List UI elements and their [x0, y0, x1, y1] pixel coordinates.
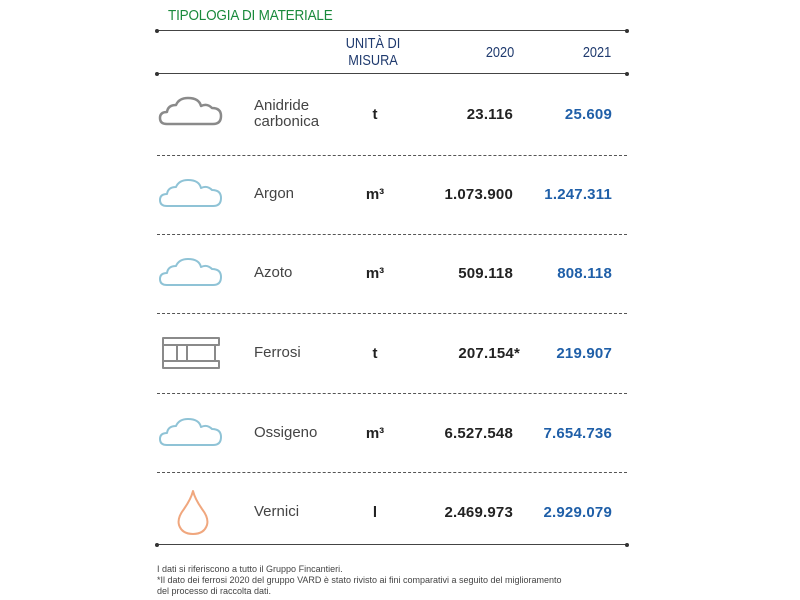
- section-title: TIPOLOGIA DI MATERIALE: [168, 7, 333, 24]
- top-rule: [157, 30, 627, 31]
- row-unit: m³: [365, 265, 385, 282]
- year-2021-header: 2021: [582, 44, 612, 61]
- cloud-blue-icon: [157, 174, 227, 214]
- value-2021: 219.907: [556, 345, 612, 362]
- row-label: [254, 98, 319, 130]
- row-label: Vernici: [254, 503, 300, 520]
- row-divider: [157, 393, 627, 394]
- row-unit: t: [372, 345, 378, 362]
- table-row: [0, 94, 800, 134]
- value-2021: 1.247.311: [544, 186, 612, 203]
- cloud-gray-icon: [157, 94, 227, 134]
- header-rule: [157, 73, 627, 74]
- row-label: Ossigeno: [254, 424, 318, 441]
- table-row: [0, 413, 800, 453]
- rule-dot: [625, 29, 629, 33]
- row-label: Argon: [254, 185, 295, 202]
- row-label-line1: Anidride: [254, 97, 310, 114]
- footnote-line: *Il dato dei ferrosi 2020 del gruppo VARD è stato rivisto ai fini comparativi a seguito del miglioramento: [157, 575, 562, 585]
- row-unit: m³: [365, 425, 385, 442]
- value-2020: 1.073.900: [444, 186, 513, 203]
- steel-beam-icon: [157, 333, 227, 373]
- row-divider: [157, 472, 627, 473]
- row-label: Ferrosi: [254, 344, 301, 361]
- footnotes: [157, 564, 647, 597]
- rule-dot: [625, 543, 629, 547]
- value-2020: 2.469.973: [444, 504, 513, 521]
- rule-dot: [625, 72, 629, 76]
- row-divider: [157, 313, 627, 314]
- unit-header-line2: MISURA: [348, 52, 398, 69]
- unit-header: [343, 35, 403, 69]
- footnote-line: del processo di raccolta dati.: [157, 586, 272, 596]
- row-unit: m³: [365, 186, 385, 203]
- value-2020: 6.527.548: [444, 425, 513, 442]
- value-2021: 7.654.736: [543, 425, 612, 442]
- value-2020: 509.118: [458, 265, 513, 282]
- row-unit: l: [372, 504, 378, 521]
- drop-orange-icon: [157, 487, 227, 537]
- unit-header-line1: UNITÀ DI: [345, 35, 401, 52]
- bottom-rule: [157, 544, 627, 545]
- rule-dot: [155, 29, 159, 33]
- value-2021: 25.609: [564, 106, 612, 123]
- year-2020-header: 2020: [485, 44, 515, 61]
- row-divider: [157, 155, 627, 156]
- cloud-blue-icon: [157, 413, 227, 453]
- rule-dot: [155, 72, 159, 76]
- footnote-line: I dati si riferiscono a tutto il Gruppo Fincantieri.: [157, 564, 343, 574]
- value-2021: 808.118: [557, 265, 612, 282]
- rule-dot: [155, 543, 159, 547]
- table-row: [0, 253, 800, 293]
- cloud-blue-icon: [157, 253, 227, 293]
- row-unit: t: [372, 106, 378, 123]
- table-row: [0, 487, 800, 527]
- value-2020: 23.116: [466, 106, 513, 123]
- row-label: Azoto: [254, 264, 293, 281]
- row-label-line2: carbonica: [254, 113, 320, 130]
- value-2020: 207.154*: [458, 345, 520, 362]
- value-2021: 2.929.079: [543, 504, 612, 521]
- table-row: [0, 333, 800, 373]
- table-row: [0, 174, 800, 214]
- row-divider: [157, 234, 627, 235]
